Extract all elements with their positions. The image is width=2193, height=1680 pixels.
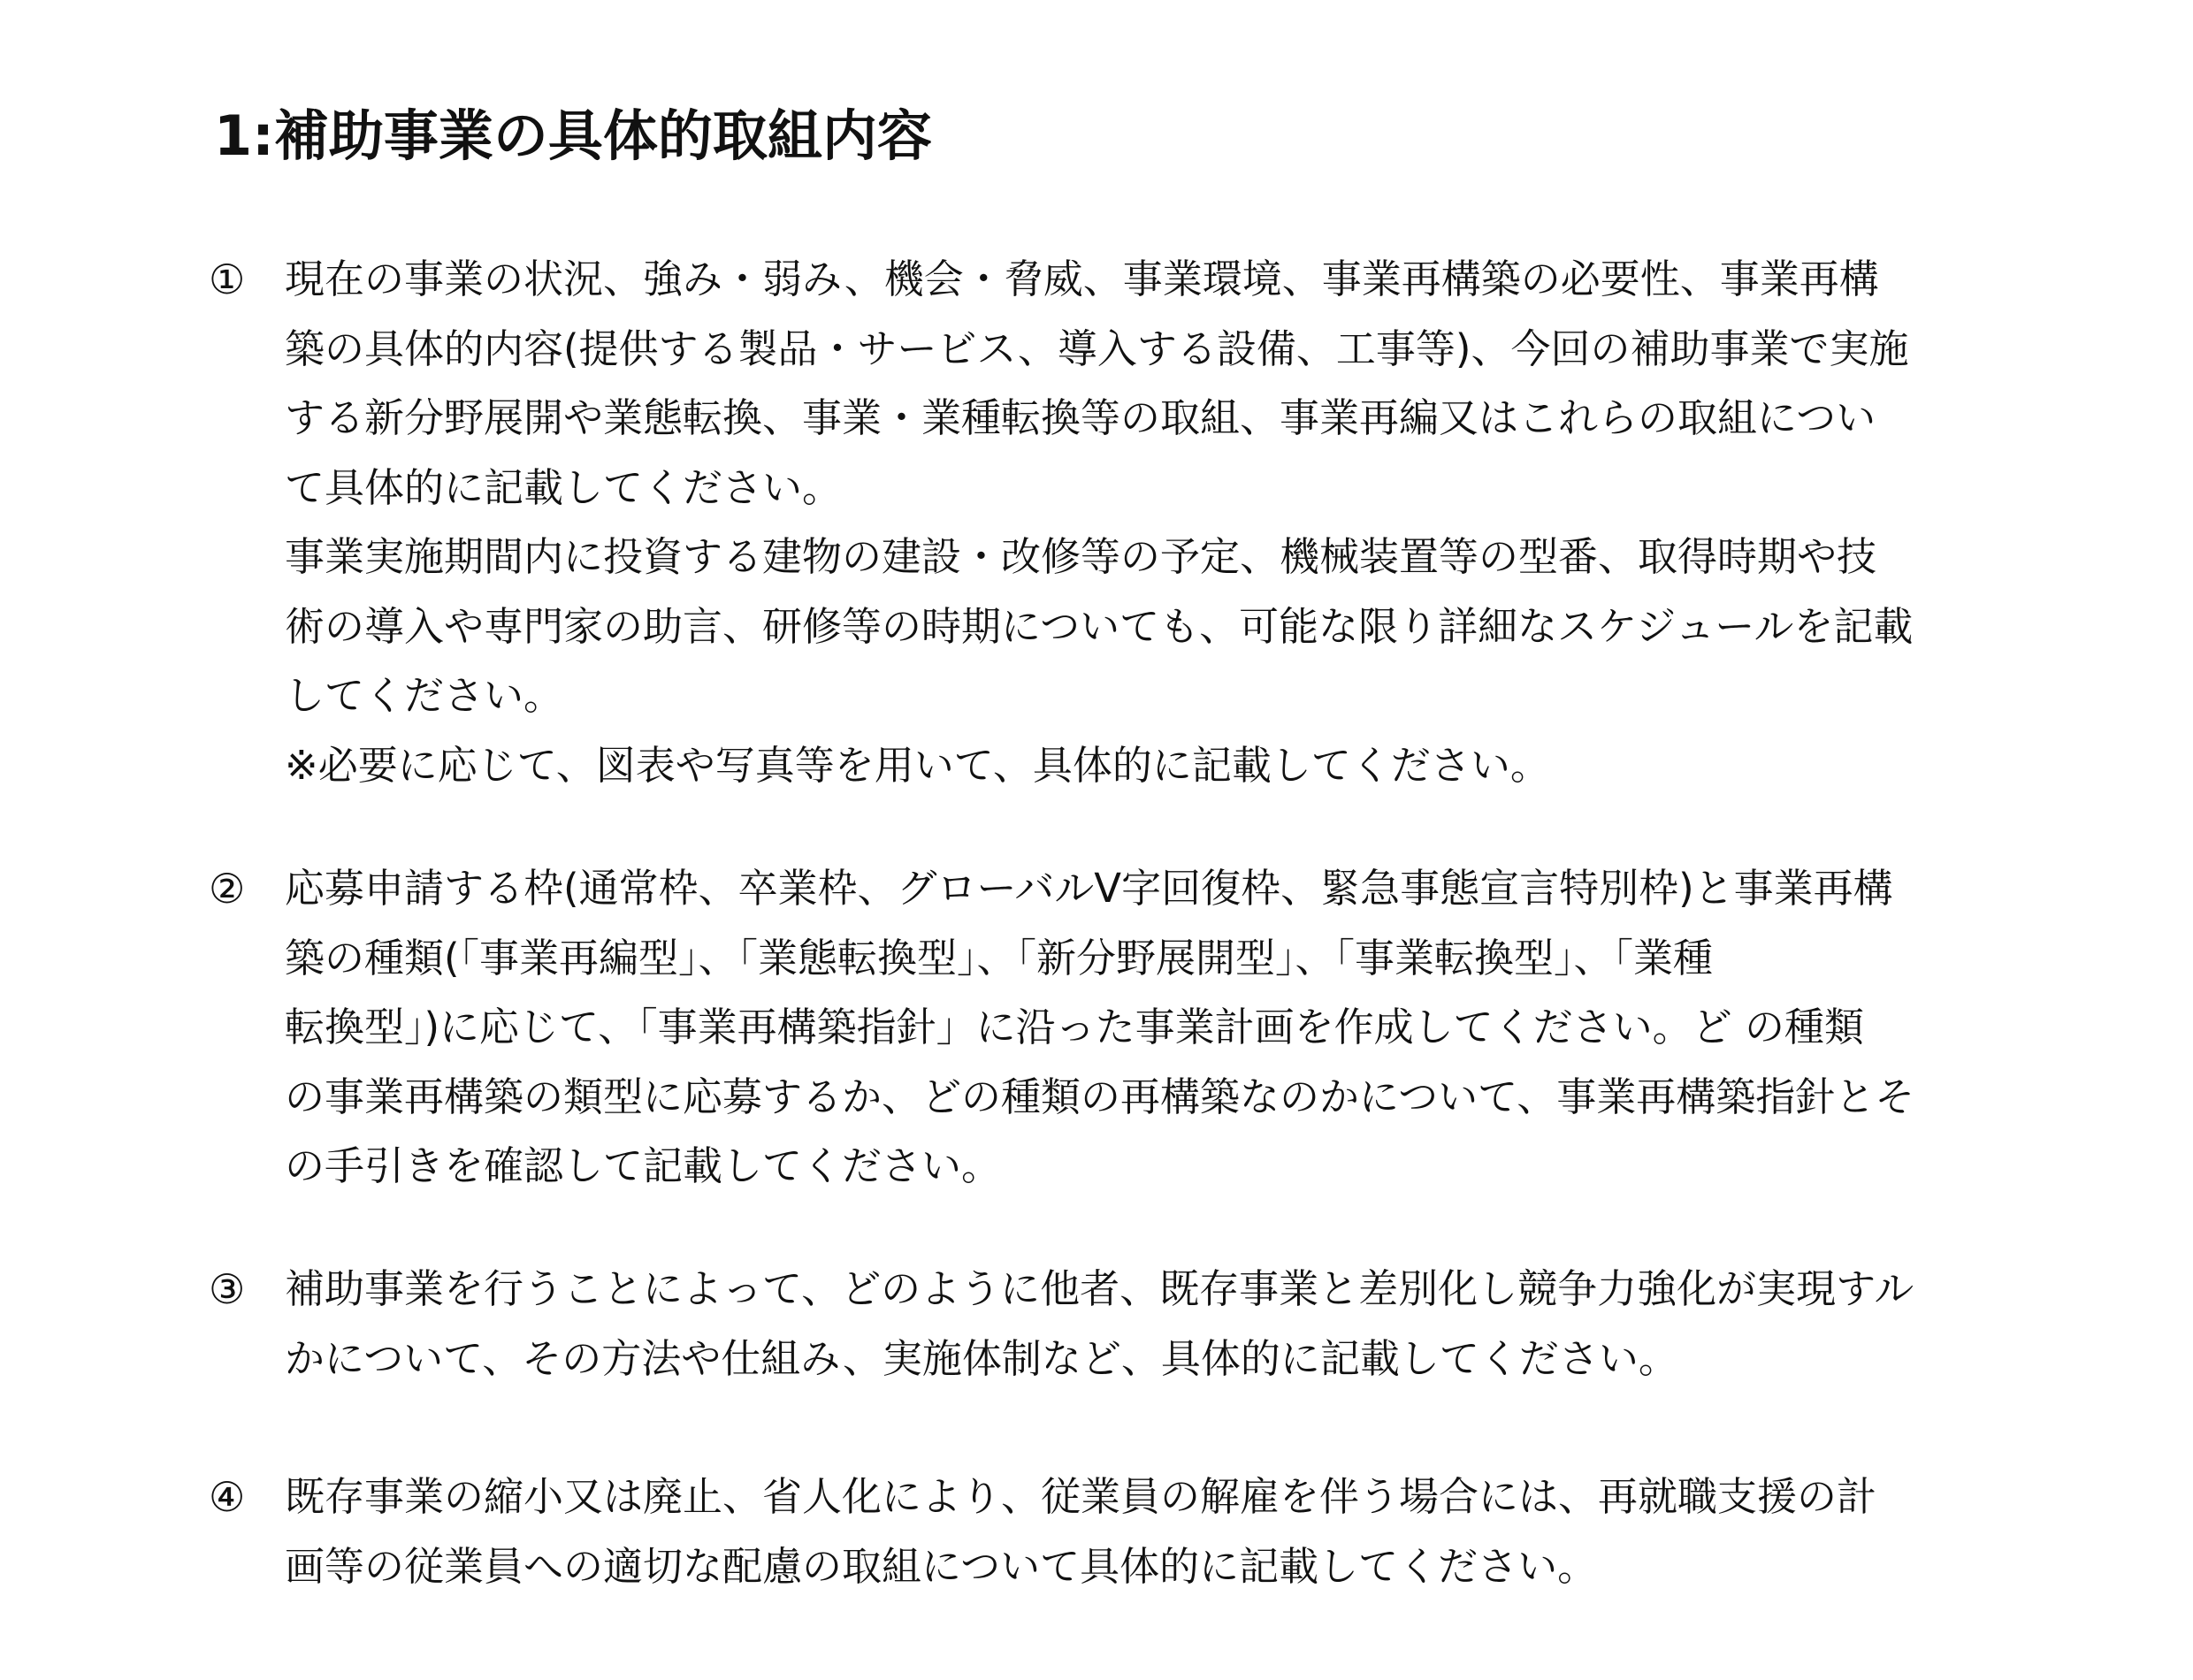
- text-line: 築の種類(「事業再編型」、「業態転換型」、「新分野展開型」、「事業転換型」、「業種: [285, 934, 1714, 981]
- text-line: 現在の事業の状況、強み・弱み、機会・脅威、事業環境、事業再構築の必要性、事業再構: [285, 256, 1879, 302]
- item-number-marker: ②: [209, 865, 246, 913]
- paragraph: [285, 245, 2151, 523]
- item-body: [285, 245, 2151, 800]
- text-line: してください。: [285, 672, 564, 719]
- text-line: 事業実施期間内に投資する建物の建設・改修等の予定、機械装置等の型番、取得時期や技: [285, 533, 1877, 580]
- text-line: する新分野展開や業態転換、事業・業種転換等の取組、事業再編又はこれらの取組につい: [285, 394, 1876, 441]
- page-title: 1:補助事業の具体的取組内容: [214, 103, 932, 168]
- paragraph: [285, 523, 2151, 731]
- item-body: [285, 1255, 2151, 1394]
- text-line: ※必要に応じて、図表や写真等を用いて、具体的に記載してください。: [285, 741, 1550, 789]
- paragraph: [285, 854, 2151, 1202]
- text-line: て具体的に記載してください。: [285, 463, 843, 511]
- text-line: 既存事業の縮小又は廃止、省人化により、従業員の解雇を伴う場合には、再就職支援の計: [285, 1473, 1877, 1520]
- text-line: 応募申請する枠(通常枠、卒業枠、グローバルV字回復枠、緊急事態宣言特別枠)と事業再構: [285, 865, 1893, 912]
- text-line: 築の具体的内容(提供する製品・サービス、導入する設備、工事等)、今回の補助事業で実施: [285, 325, 1909, 372]
- note-paragraph: [285, 731, 2151, 801]
- item-number-marker: ④: [209, 1473, 246, 1521]
- item-number-marker: ③: [209, 1265, 246, 1313]
- paragraph: [285, 1255, 2151, 1394]
- text-line: の事業再構築の類型に応募するか、どの種類の再構築なのかについて、事業再構築指針とそ: [285, 1073, 1915, 1120]
- text-line: 補助事業を行うことによって、どのように他者、既存事業と差別化し競争力強化が実現すル: [285, 1265, 1914, 1312]
- text-line: 術の導入や専門家の助言、研修等の時期についても、可能な限り詳細なスケジュールを記載: [285, 602, 1914, 650]
- text-line: の手引きを確認して記載してください。: [285, 1142, 1002, 1189]
- text-line: かについて、その方法や仕組み、実施体制など、具体的に記載してください。: [285, 1334, 1678, 1382]
- item-body: [285, 854, 2151, 1202]
- text-line: 転換型」)に応じて、「事業再構築指針」に沿った事業計画を作成してください。ど の種類: [285, 1004, 1864, 1050]
- paragraph: [285, 1462, 2151, 1601]
- text-line: 画等の従業員への適切な配慮の取組について具体的に記載してください。: [285, 1542, 1598, 1590]
- item-number-marker: ①: [209, 256, 246, 303]
- item-body: [285, 1462, 2151, 1601]
